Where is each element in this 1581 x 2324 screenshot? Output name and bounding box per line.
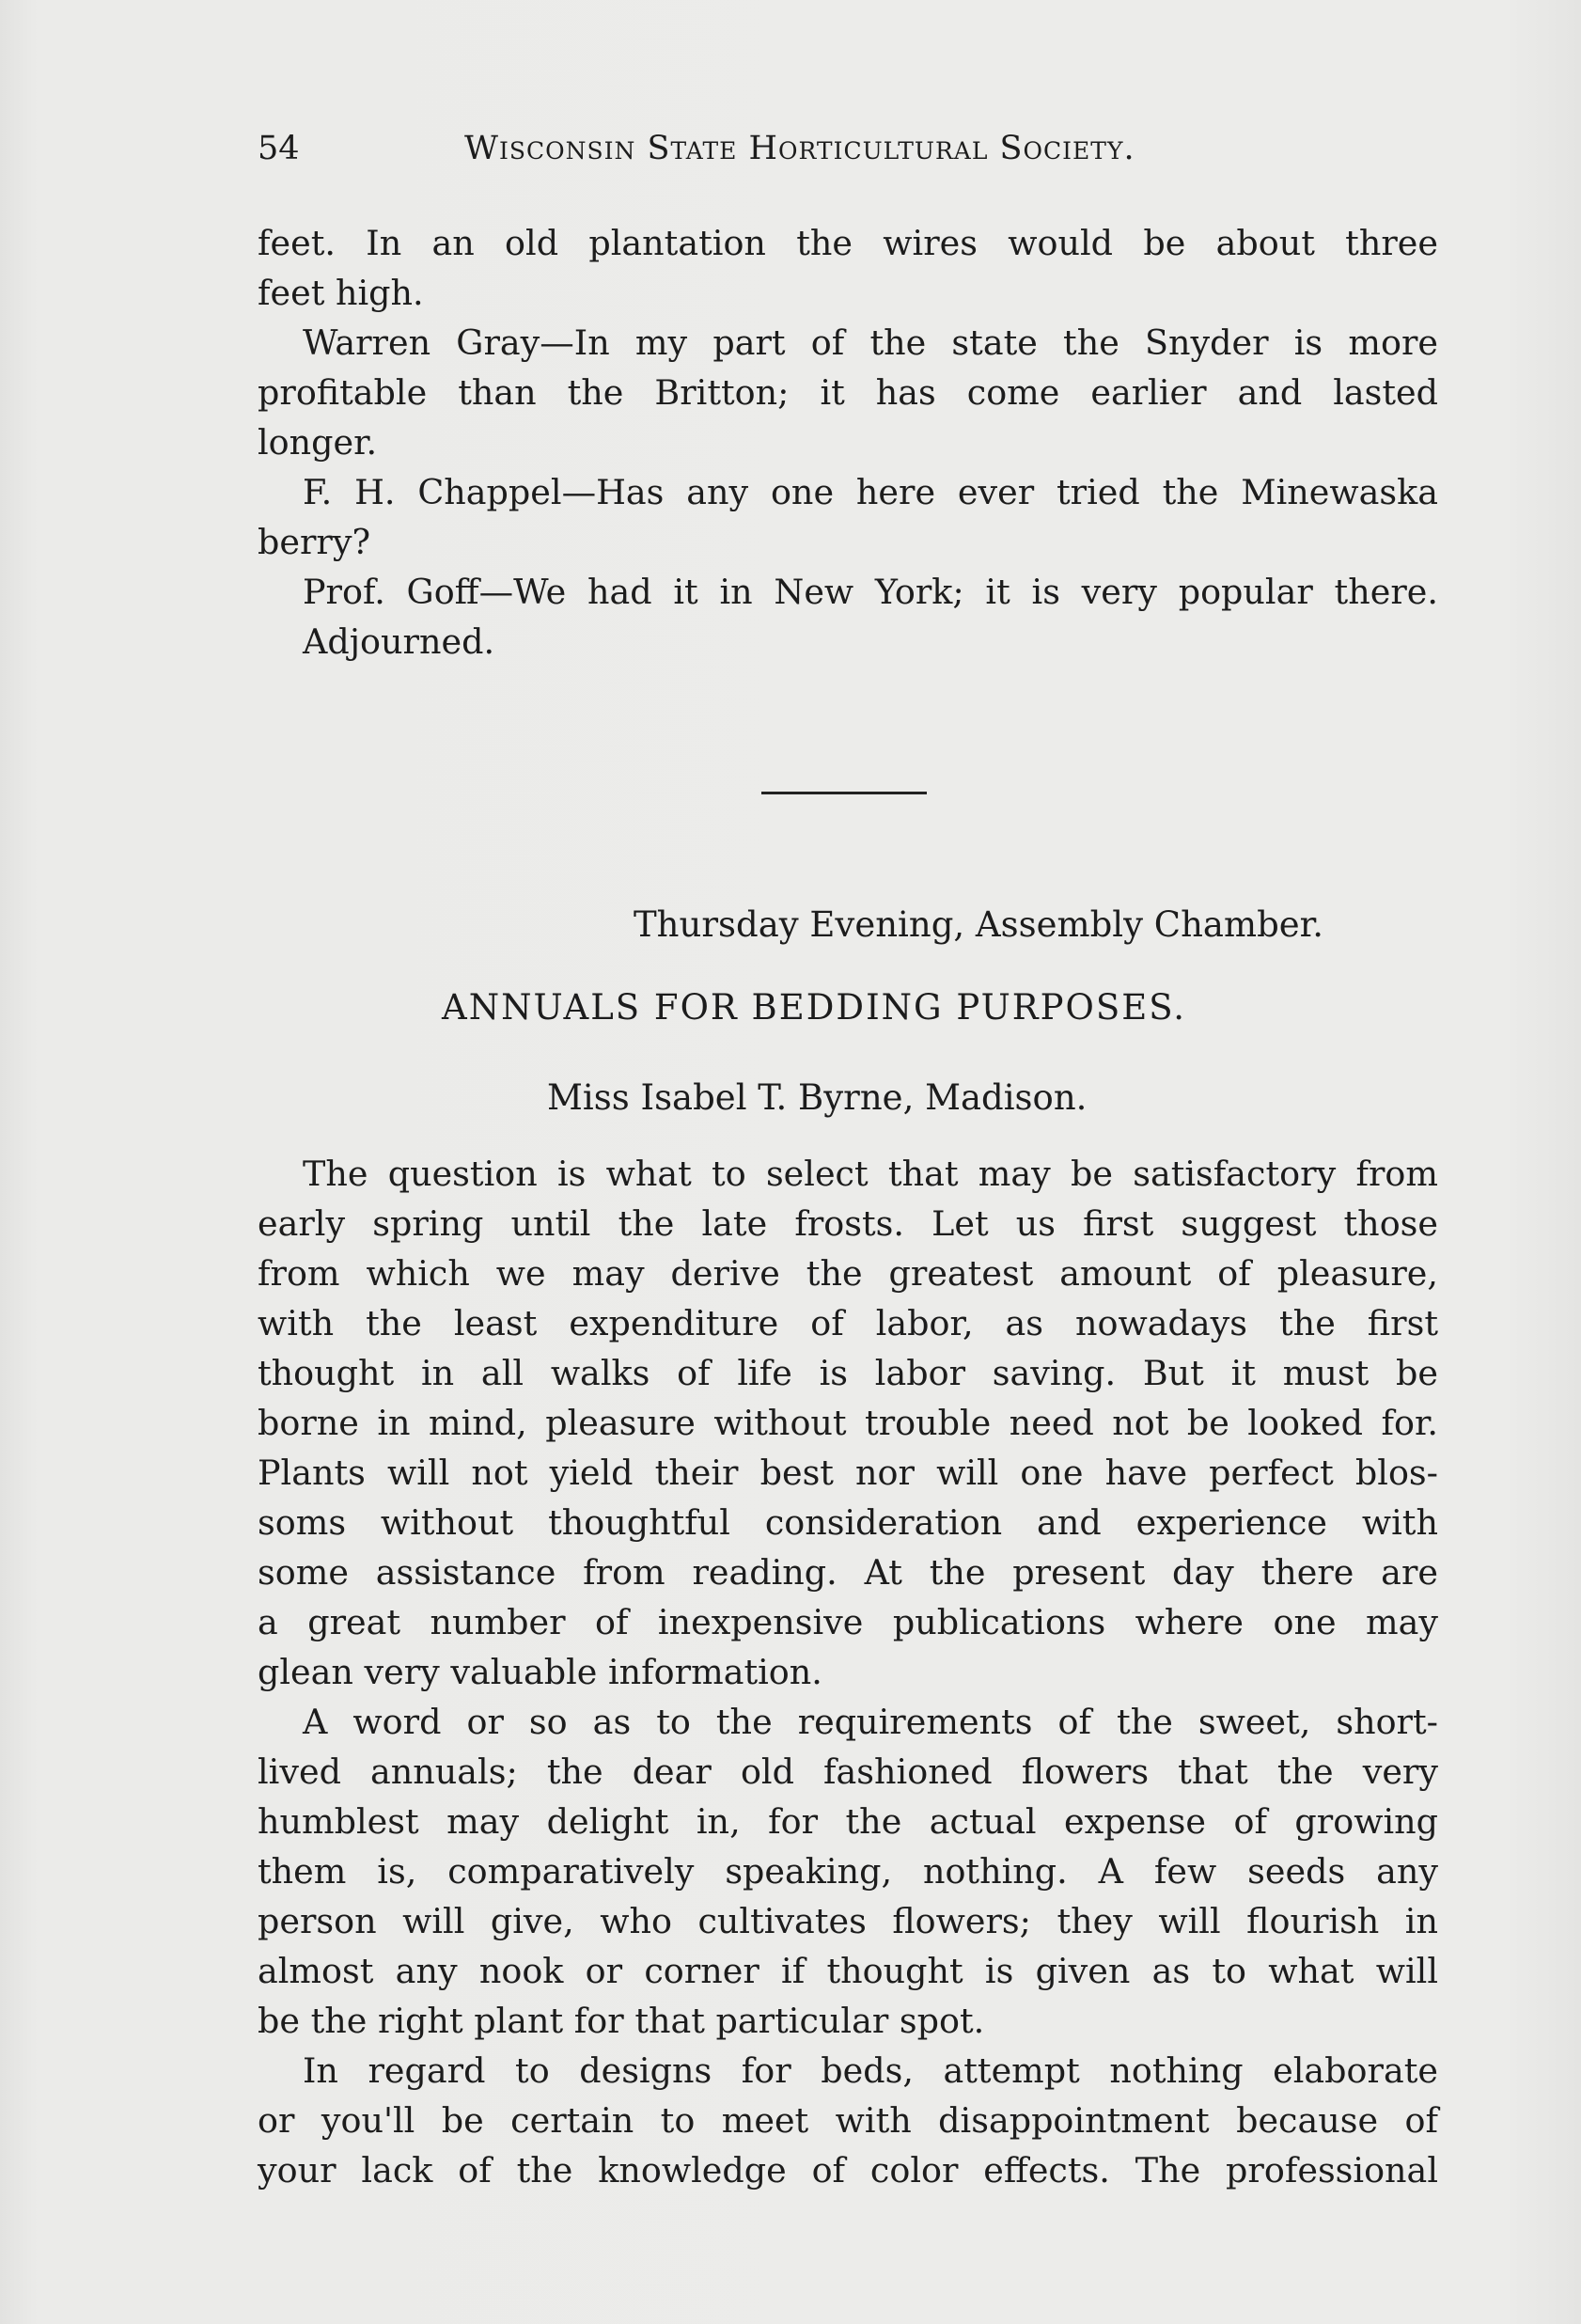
article-line: some assistance from reading. At the present day there are xyxy=(258,1552,1438,1593)
session-venue: Thursday Evening, Assembly Chamber. xyxy=(634,904,1324,945)
article-line: early spring until the late frosts. Let us first suggest those xyxy=(258,1203,1438,1244)
article-line: with the least expenditure of labor, as nowadays the first xyxy=(258,1303,1438,1343)
page-header xyxy=(258,130,1254,177)
discussion-line: feet. In an old plantation the wires would be about three xyxy=(258,223,1438,263)
article-line: your lack of the knowledge of color effects. The professional xyxy=(258,2150,1438,2191)
article-line: Plants will not yield their best nor will one have perfect blos- xyxy=(258,1452,1438,1493)
discussion-line: Warren Gray—In my part of the state the Snyder is more xyxy=(303,322,1438,363)
article-author: Miss Isabel T. Byrne, Madison. xyxy=(547,1077,1088,1118)
article-line: almost any nook or corner if thought is given as to what will xyxy=(258,1951,1438,1991)
discussion-text xyxy=(258,218,1438,667)
discussion-line: feet high. xyxy=(258,273,424,313)
discussion-line: Adjourned. xyxy=(303,621,495,662)
article-line: from which we may derive the greatest amount of pleasure, xyxy=(258,1253,1438,1294)
article-line: thought in all walks of life is labor saving. But it must be xyxy=(258,1353,1438,1393)
section-divider xyxy=(761,792,927,794)
article-line: be the right plant for that particular spot. xyxy=(258,2001,985,2041)
discussion-line: Prof. Goff—We had it in New York; it is very popular there. xyxy=(303,572,1438,612)
running-title: Wisconsin State Horticultural Society. xyxy=(464,130,1135,167)
article-text xyxy=(258,1149,1438,2195)
article-line: borne in mind, pleasure without trouble need not be looked for. xyxy=(258,1403,1438,1443)
article-line: glean very valuable information. xyxy=(258,1652,822,1692)
article-line: In regard to designs for beds, attempt nothing elaborate xyxy=(303,2050,1438,2091)
article-line: a great number of inexpensive publications where one may xyxy=(258,1602,1438,1642)
article-line: humblest may delight in, for the actual expense of growing xyxy=(258,1801,1438,1842)
article-line: A word or so as to the requirements of the sweet, short- xyxy=(303,1702,1438,1742)
article-line: The question is what to select that may be satisfactory from xyxy=(303,1154,1438,1194)
article-line: soms without thoughtful consideration and experience with xyxy=(258,1502,1438,1543)
article-line: person will give, who cultivates flowers; they will flourish in xyxy=(258,1901,1438,1941)
article-line: or you'll be certain to meet with disappointment because of xyxy=(258,2100,1438,2141)
article-line: them is, comparatively speaking, nothing. A few seeds any xyxy=(258,1851,1438,1892)
article-title: ANNUALS FOR BEDDING PURPOSES. xyxy=(442,987,1187,1028)
article-line: lived annuals; the dear old fashioned flowers that the very xyxy=(258,1751,1438,1792)
discussion-line: profitable than the Britton; it has come earlier and lasted xyxy=(258,372,1438,413)
discussion-line: longer. xyxy=(258,422,378,463)
discussion-line: berry? xyxy=(258,522,371,562)
discussion-line: F. H. Chappel—Has any one here ever tried the Minewaska xyxy=(303,472,1438,512)
page-number: 54 xyxy=(258,130,300,167)
